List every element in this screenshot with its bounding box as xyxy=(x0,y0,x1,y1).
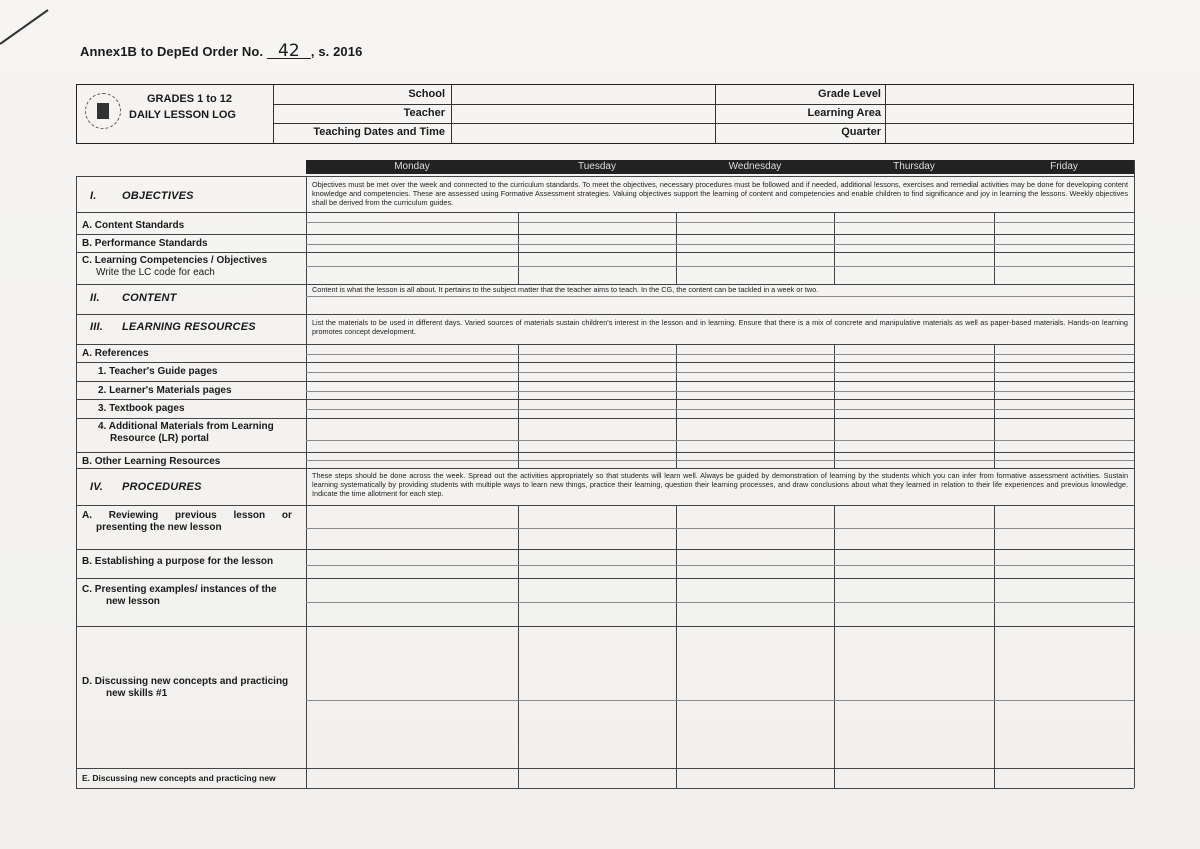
additional-materials-label: 4. Additional Materials from Learning Resource (LR) portal xyxy=(98,421,274,444)
reviewing-lesson-label: A. Reviewing previous lesson or presenting the new lesson xyxy=(82,510,292,533)
day-friday: Friday xyxy=(1050,161,1078,172)
dates-label: Teaching Dates and Time xyxy=(313,126,445,138)
annex-line xyxy=(80,41,363,61)
grade-level-field[interactable] xyxy=(887,86,1131,103)
section-objectives: I. OBJECTIVES xyxy=(90,190,194,202)
learning-competencies-label: C. Learning Competencies / Objectives Write the LC code for each xyxy=(82,255,268,278)
discussing-concepts-1-label: D. Discussing new concepts and practicing new skills #1 xyxy=(82,676,289,699)
content-standards-label: A. Content Standards xyxy=(82,220,185,231)
pen-mark-icon xyxy=(0,6,60,46)
learning-area-field[interactable] xyxy=(887,105,1131,122)
teacher-label: Teacher xyxy=(403,107,445,119)
teacher-field[interactable] xyxy=(453,105,713,122)
quarter-field[interactable] xyxy=(887,124,1131,141)
quarter-label: Quarter xyxy=(841,126,881,138)
references-label: A. References xyxy=(82,348,149,359)
learners-materials-label: 2. Learner's Materials pages xyxy=(98,385,232,396)
other-resources-label: B. Other Learning Resources xyxy=(82,456,221,467)
order-number: 42 xyxy=(267,44,311,59)
learning-area-label: Learning Area xyxy=(807,107,881,119)
header-box xyxy=(76,84,1134,144)
presenting-examples-label: C. Presenting examples/ instances of the new lesson xyxy=(82,584,277,607)
section-procedures: IV. PROCEDURES xyxy=(90,481,202,493)
deped-seal-icon xyxy=(85,93,121,129)
day-tuesday: Tuesday xyxy=(578,161,616,172)
day-thursday: Thursday xyxy=(893,161,935,172)
school-label: School xyxy=(408,88,445,100)
textbook-pages-label: 3. Textbook pages xyxy=(98,403,185,414)
resources-note: List the materials to be used in different days. Varied sources of materials sustain children's interest in the lesson and in learning. Ensure that there is a mix of concrete and manipulative materials as well as paper-based materials. Hands-on learning promotes concept development. xyxy=(312,318,1128,336)
annex-suffix: , s. 2016 xyxy=(310,44,363,59)
discussing-concepts-2-label: E. Discussing new concepts and practicing new xyxy=(82,773,276,783)
form-title-line1: GRADES 1 to 12 xyxy=(147,93,232,105)
performance-standards-label: B. Performance Standards xyxy=(82,238,208,249)
day-wednesday: Wednesday xyxy=(728,161,782,172)
school-field[interactable] xyxy=(453,86,713,103)
day-monday: Monday xyxy=(394,161,430,172)
content-note: Content is what the lesson is all about. It pertains to the subject matter that the teacher aims to teach. In the CG, the content can be tackled in a week or two. xyxy=(312,285,819,294)
annex-prefix: Annex1B to DepEd Order No. xyxy=(80,44,264,59)
day-header-bar xyxy=(306,160,1134,174)
dates-field[interactable] xyxy=(453,124,713,141)
form-title-line2: DAILY LESSON LOG xyxy=(129,109,236,121)
grade-level-label: Grade Level xyxy=(818,88,881,100)
section-learning-resources: III. LEARNING RESOURCES xyxy=(90,321,256,333)
purpose-label: B. Establishing a purpose for the lesson xyxy=(82,556,274,567)
section-content: II. CONTENT xyxy=(90,292,177,304)
teachers-guide-label: 1. Teacher's Guide pages xyxy=(98,366,218,377)
procedures-note: These steps should be done across the week. Spread out the activities appropriately so that students will learn well. Always be guided by demonstration of learning by the students which you can infer from formative assessment activities. Sustain learning systematically by providing students with multiple ways to learn new things, practice their learning, question their learning processes, and draw conclusions about what they learned in relation to their life experiences and previous knowledge. Indicate the time allotment for each step. xyxy=(312,471,1128,498)
form-title xyxy=(129,91,236,123)
objectives-note: Objectives must be met over the week and connected to the curriculum standards. To meet the objectives, necessary procedures must be followed and if needed, additional lessons, exercises and remedial activities may be done for developing content knowledge and competencies. These are assessed using Formative Assessment strategies. Valuing objectives support the learning of content and competencies and enable children to find significance and joy in learning the lessons. Weekly objectives shall be derived from the curriculum guides. xyxy=(312,180,1128,207)
